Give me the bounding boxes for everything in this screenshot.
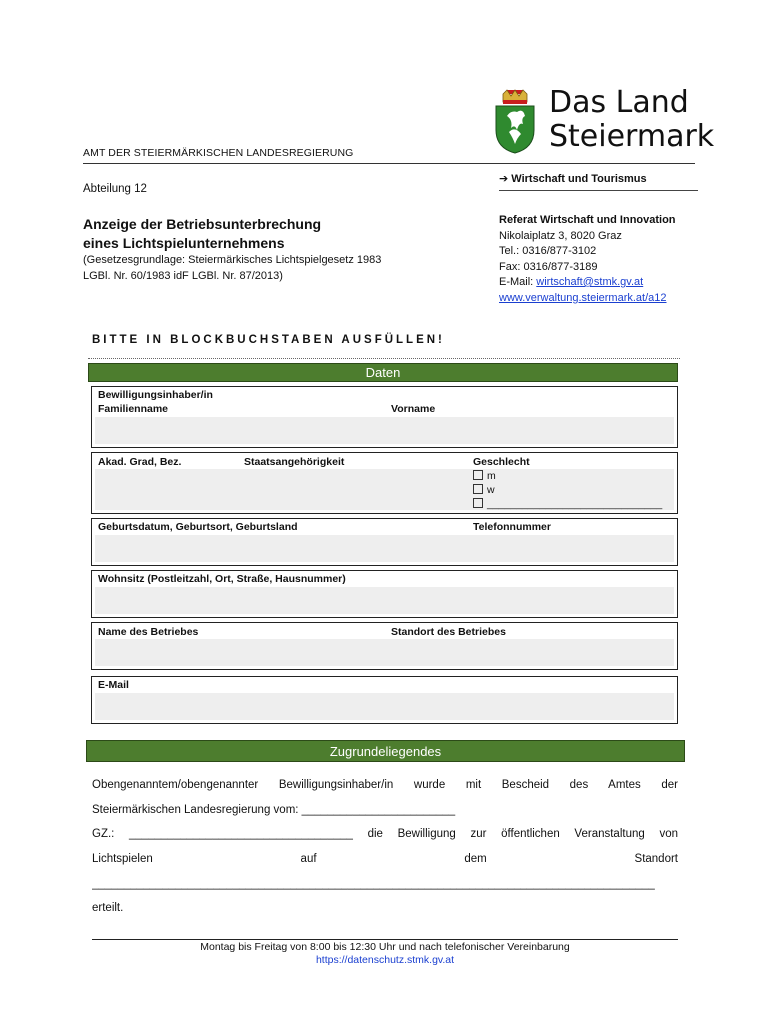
birth-phone-input-area[interactable] — [95, 535, 674, 562]
privacy-link[interactable]: https://datenschutz.stmk.gv.at — [315, 954, 455, 966]
title-line-1: Anzeige der Betriebsunterbrechung — [83, 216, 322, 232]
logo-line-2: Steiermark — [549, 119, 715, 154]
referat: Referat Wirtschaft und Innovation — [499, 214, 676, 226]
gender-option-other[interactable]: ______________________________ — [473, 498, 662, 510]
email-input-area[interactable] — [95, 693, 674, 720]
footer-hours: Montag bis Freitag von 8:00 bis 12:30 Uhr und nach telefonischer Vereinbarung — [200, 941, 570, 953]
dotted-divider — [88, 358, 680, 360]
gender-option-w[interactable]: w — [473, 484, 495, 496]
footer-privacy-line — [92, 954, 678, 966]
unit-divider — [499, 190, 698, 191]
checkbox-icon[interactable] — [473, 470, 483, 480]
section-header-daten: Daten — [88, 363, 678, 382]
email-field-label: E-Mail — [98, 679, 129, 691]
phone-label: Telefonnummer — [473, 521, 551, 533]
email-field[interactable] — [91, 676, 678, 724]
office-name: AMT DER STEIERMÄRKISCHEN LANDESREGIERUNG — [83, 147, 354, 159]
residence-input-area[interactable] — [95, 587, 674, 614]
gender-option-m[interactable]: m — [473, 470, 496, 482]
residence-label: Wohnsitz (Postleitzahl, Ort, Straße, Hausnummer) — [98, 573, 346, 585]
logo-line-1: Das Land — [549, 85, 689, 120]
body-line-4: Lichtspielen auf dem Standort — [92, 853, 678, 865]
fax: Fax: 0316/877-3189 — [499, 260, 598, 273]
logo-wordmark — [549, 86, 714, 154]
body-line-5: ________________________________________________________________________________________ — [92, 878, 655, 890]
website-link[interactable]: www.verwaltung.steiermark.at/a12 — [499, 291, 667, 304]
holder-label: Bewilligungsinhaber/in — [98, 389, 213, 401]
academic-title-label: Akad. Grad, Bez. — [98, 456, 182, 468]
body-line-3: GZ.: ___________________________________ die Bewilligung zur öffentlichen Veranstaltung von — [92, 828, 678, 840]
checkbox-icon[interactable] — [473, 484, 483, 494]
legal-line-1: (Gesetzesgrundlage: Steiermärkisches Lichtspielgesetz 1983 — [83, 254, 382, 266]
business-location-label: Standort des Betriebes — [391, 626, 506, 638]
residence-field[interactable] — [91, 570, 678, 618]
holder-input-area[interactable] — [95, 417, 674, 444]
gender-label: Geschlecht — [473, 456, 530, 468]
department: Abteilung 12 — [83, 183, 147, 195]
firstname-label: Vorname — [391, 403, 436, 415]
surname-label: Familienname — [98, 403, 169, 415]
document-title — [83, 215, 321, 253]
unit-line — [499, 172, 647, 185]
email-label: E-Mail: — [499, 276, 537, 288]
email-line — [499, 275, 676, 291]
body-line-2: Steiermärkischen Landesregierung vom: ________________________ — [92, 804, 456, 816]
email-link[interactable]: wirtschaft@stmk.gv.at — [536, 276, 644, 288]
telephone: Tel.: 0316/877-3102 — [499, 245, 597, 257]
business-input-area[interactable] — [95, 639, 674, 666]
birth-phone-field[interactable] — [91, 518, 678, 566]
birth-label: Geburtsdatum, Geburtsort, Geburtsland — [98, 521, 298, 533]
title-citizenship-gender-field[interactable] — [91, 452, 678, 514]
checkbox-icon[interactable] — [473, 498, 483, 508]
contact-block — [499, 213, 676, 306]
arrow-right-icon: ➔ — [499, 173, 512, 185]
legal-line-2: LGBl. Nr. 60/1983 idF LGBl. Nr. 87/2013) — [83, 270, 283, 282]
legal-basis — [83, 252, 381, 284]
address: Nikolaiplatz 3, 8020 Graz — [499, 229, 622, 242]
coat-of-arms-logo — [493, 88, 537, 159]
business-name-label: Name des Betriebes — [98, 626, 199, 638]
body-line-6: erteilt. — [92, 902, 124, 914]
holder-name-field[interactable] — [91, 386, 678, 448]
citizenship-label: Staatsangehörigkeit — [244, 456, 345, 468]
unit-name: Wirtschaft und Tourismus — [511, 173, 647, 185]
business-field[interactable] — [91, 622, 678, 670]
fill-instruction: BITTE IN BLOCKBUCHSTABEN AUSFÜLLEN! — [92, 334, 445, 346]
header-divider — [83, 163, 695, 164]
body-line-1: Obengenanntem/obengenannter Bewilligungsinhaber/in wurde mit Bescheid des Amtes der — [92, 779, 678, 791]
section-header-zugrundeliegendes: Zugrundeliegendes — [86, 740, 685, 762]
title-line-2: eines Lichtspielunternehmens — [83, 235, 285, 251]
footer-divider — [92, 939, 678, 940]
